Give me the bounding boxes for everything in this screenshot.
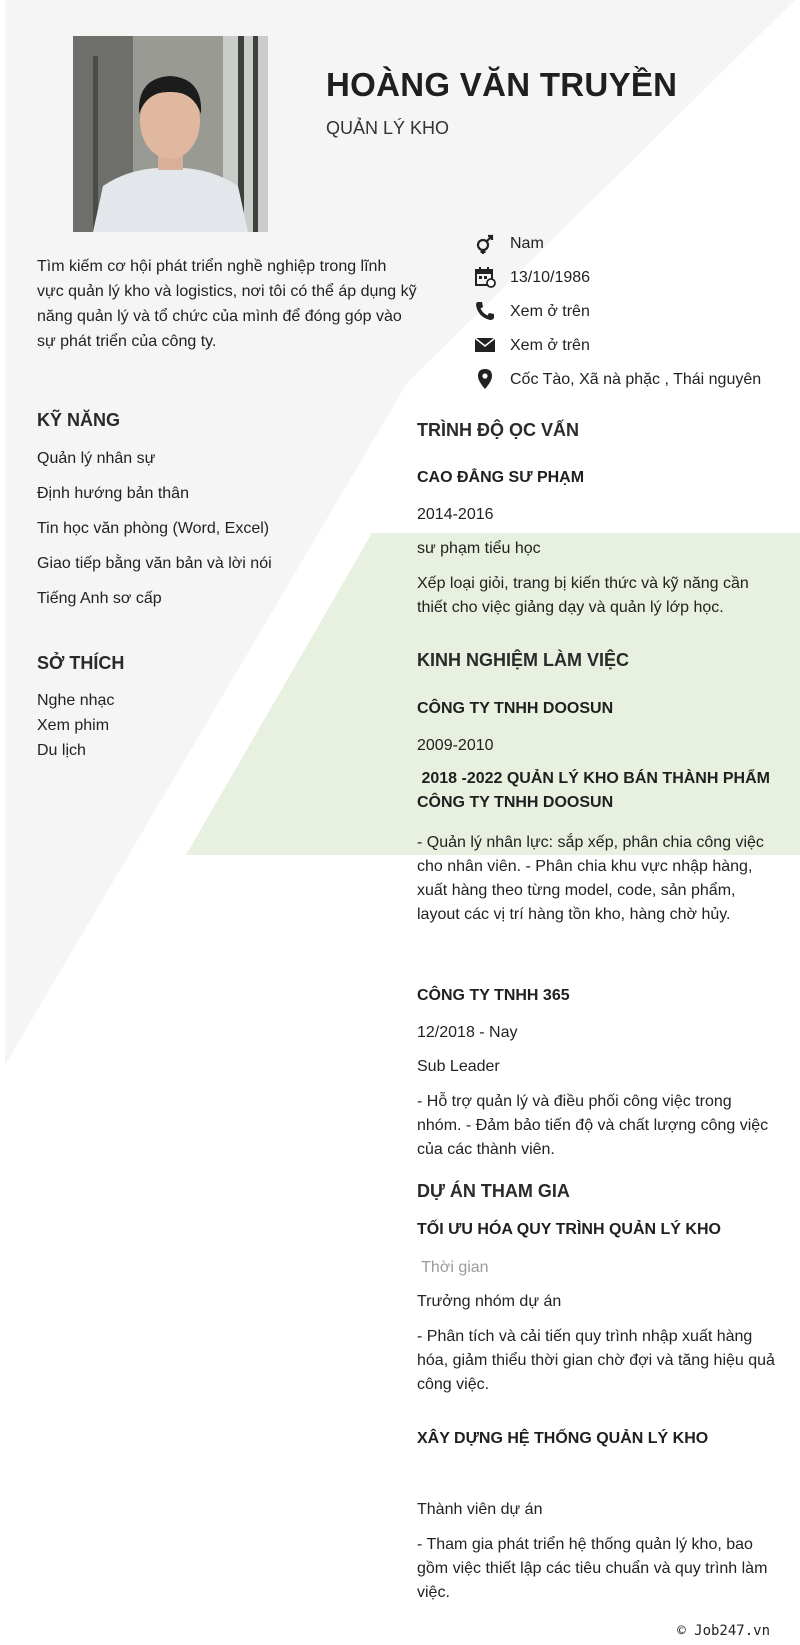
- contact-address: [474, 368, 774, 392]
- skill-item: Giao tiếp bằng văn bản và lời nói: [37, 555, 272, 572]
- candidate-name: HOÀNG VĂN TRUYỀN: [326, 66, 678, 103]
- education-heading: TRÌNH ĐỘ ỌC VẤN: [417, 420, 579, 440]
- contact-gender: [474, 232, 774, 256]
- skill-item: Quản lý nhân sự: [37, 450, 156, 467]
- phone-icon: [474, 300, 498, 322]
- contact-email: [474, 334, 774, 358]
- education-school: CAO ĐẲNG SƯ PHẠM: [417, 469, 585, 486]
- hobbies-list: [37, 688, 367, 763]
- projects-heading: DỰ ÁN THAM GIA: [417, 1181, 570, 1201]
- skill-item: Tiếng Anh sơ cấp: [37, 590, 162, 607]
- footer-watermark: © Job247.vn: [677, 1623, 770, 1639]
- contact-birthday: [474, 266, 774, 290]
- skills-section: [37, 410, 367, 624]
- job-description: - Hỗ trợ quản lý và điều phối công việc trong nhóm. - Đảm bảo tiến độ và chất lượng công việc của các thành viên.: [417, 1093, 769, 1158]
- contact-birthday-value: 13/10/1986: [510, 269, 591, 286]
- project-name: TỐI ƯU HÓA QUY TRÌNH QUẢN LÝ KHO: [417, 1221, 721, 1238]
- project-description: - Tham gia phát triển hệ thống quản lý kho, bao gồm việc thiết lập các tiêu chuẩn và quy trình làm việc.: [417, 1536, 768, 1601]
- education-major: sư phạm tiểu học: [417, 540, 541, 557]
- hobby-item: Nghe nhạc: [37, 692, 115, 709]
- contact-address-value: Cốc Tào, Xã nà phặc , Thái nguyên: [510, 371, 762, 388]
- skill-item: Tin học văn phòng (Word, Excel): [37, 520, 270, 537]
- project-name: XÂY DỰNG HỆ THỐNG QUẢN LÝ KHO: [417, 1430, 709, 1447]
- contact-phone: [474, 300, 774, 324]
- gender-icon: [474, 232, 498, 254]
- job-period: 12/2018 - Nay: [417, 1024, 518, 1041]
- skill-item: Định hướng bản thân: [37, 485, 189, 502]
- contact-phone-value: Xem ở trên: [510, 303, 590, 320]
- hobbies-section: [37, 653, 367, 763]
- skills-list: [37, 449, 367, 609]
- skills-heading: KỸ NĂNG: [37, 410, 121, 430]
- project-role: Thành viên dự án: [417, 1501, 543, 1518]
- job-company: CÔNG TY TNHH DOOSUN: [417, 700, 614, 717]
- experience-heading: KINH NGHIỆM LÀM VIỆC: [417, 650, 630, 670]
- job-position: Sub Leader: [417, 1058, 500, 1075]
- location-pin-icon: [474, 368, 498, 390]
- contact-info: [474, 232, 774, 402]
- hobby-item: Xem phim: [37, 717, 110, 734]
- project-role: Trưởng nhóm dự án: [417, 1293, 562, 1310]
- calendar-icon: [474, 266, 498, 288]
- project-time: Thời gian: [417, 1259, 489, 1276]
- job-position: 2018 -2022 QUẢN LÝ KHO BÁN THÀNH PHẨM CÔNG TY TNHH DOOSUN: [417, 770, 775, 811]
- avatar: [73, 36, 268, 232]
- project-description: - Phân tích và cải tiến quy trình nhập xuất hàng hóa, giảm thiểu thời gian chờ đợi và tăng hiệu quả công việc.: [417, 1328, 775, 1393]
- candidate-title: QUẢN LÝ KHO: [326, 118, 450, 138]
- career-objective: Tìm kiếm cơ hội phát triển nghề nghiệp trong lĩnh vực quản lý kho và logistics, nơi tôi có thể áp dụng kỹ năng quản lý và tổ chức của mình để đóng góp vào sự phát triển của công ty.: [37, 258, 417, 350]
- hobbies-heading: SỞ THÍCH: [37, 653, 125, 673]
- education-description: Xếp loại giỏi, trang bị kiến thức và kỹ năng cần thiết cho việc giảng dạy và quản lý lớp học.: [417, 575, 749, 616]
- contact-gender-value: Nam: [510, 235, 544, 252]
- education-years: 2014-2016: [417, 506, 494, 523]
- contact-email-value: Xem ở trên: [510, 337, 590, 354]
- job-description: - Quản lý nhân lực: sắp xếp, phân chia công việc cho nhân viên. - Phân chia khu vực nhập hàng, xuất hàng theo từng model, code, sản phẩm, layout các vị trí hàng tồn kho, hàng chờ hủy.: [417, 834, 764, 923]
- hobby-item: Du lịch: [37, 742, 86, 759]
- profile-photo: [73, 36, 268, 232]
- job-company: CÔNG TY TNHH 365: [417, 987, 570, 1004]
- job-period: 2009-2010: [417, 737, 494, 754]
- email-icon: [474, 334, 498, 356]
